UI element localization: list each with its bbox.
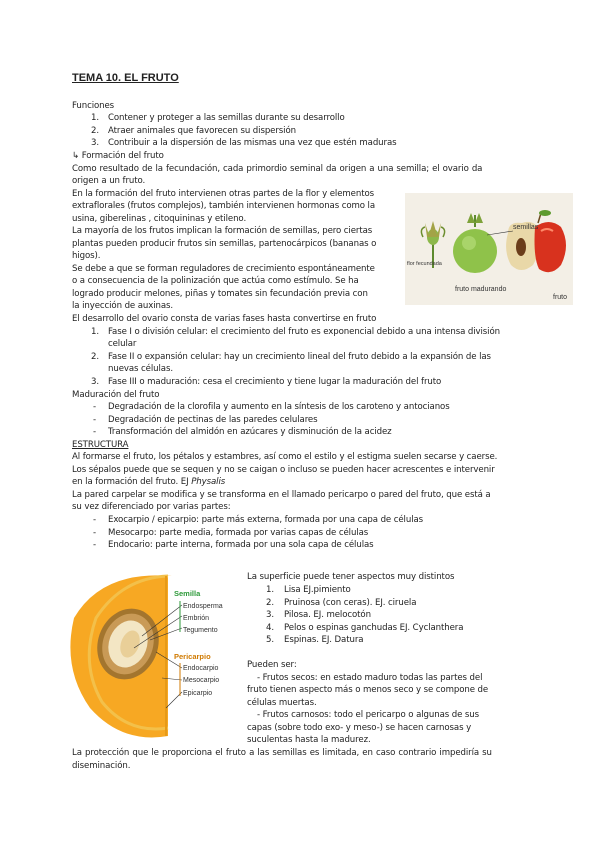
paragraph-line: capas (sobre todo exo- y meso-) se hacen carnosas y (247, 723, 472, 733)
paragraph-line: diseminación. (72, 761, 131, 771)
list-number: 3. (91, 377, 99, 387)
estructura-heading: ESTRUCTURA (72, 440, 129, 450)
label-semillas: semillas (513, 224, 539, 231)
peach-section-figure (62, 568, 262, 744)
label-semilla: Semilla (174, 589, 201, 598)
list-item: Transformación del almidón en azúcares y disminución de la acidez (108, 427, 392, 437)
paragraph-line: La mayoría de los frutos implican la formación de semillas, pero ciertas (72, 226, 373, 236)
list-number: 2. (91, 352, 99, 362)
list-item: Mesocarpo: parte media, formada por varias capas de células (108, 528, 369, 538)
paragraph-line: o a consecuencia de la polinización que actúa como estímulo. Se ha (72, 276, 359, 286)
paragraph-line: origen a un fruto. (72, 176, 146, 186)
list-item: Lisa EJ.pimiento (284, 585, 351, 595)
formacion-heading: ↳ Formación del fruto (72, 151, 164, 161)
list-item: Fase I o división celular: el crecimiento del fruto es exponencial debido a una intensa división (108, 327, 500, 337)
dash: - (93, 427, 97, 437)
label-fruto: fruto (553, 294, 568, 301)
paragraph-line: suculentas hasta la madurez. (247, 735, 371, 745)
pueden-heading: Pueden ser: (247, 660, 297, 670)
maduracion-heading: Maduración del fruto (72, 390, 160, 400)
dash: - (93, 528, 97, 538)
label-embrion: Embrión (183, 615, 210, 622)
superficie-heading: La superficie puede tener aspectos muy distintos (247, 572, 455, 582)
paragraph-line: Se debe a que se forman reguladores de crecimiento espontáneamente (72, 264, 375, 274)
list-number: 3. (266, 610, 274, 620)
list-item: Espinas. EJ. Datura (284, 635, 364, 645)
label-mesocarpio: Mesocarpio (183, 677, 220, 684)
list-item: Degradación de pectinas de las paredes celulares (108, 415, 318, 425)
species-name: Physalis (191, 477, 226, 487)
label-endocarpio: Endocarpio (183, 665, 219, 672)
list-number: 1. (91, 327, 99, 337)
dash: - (93, 540, 97, 550)
label-fruto-madurando: fruto madurando (455, 286, 507, 293)
list-number: 1. (266, 585, 274, 595)
paragraph-line: La pared carpelar se modifica y se transforma en el llamado pericarpo o pared del fruto, que está a (72, 490, 491, 500)
label-tegumento: Tegumento (183, 627, 218, 634)
list-number: 2. (91, 126, 99, 136)
dash: - (93, 515, 97, 525)
list-item: Atraer animales que favorecen su dispersión (108, 126, 296, 136)
paragraph-line: células muertas. (247, 698, 317, 708)
list-item: Contribuir a la dispersión de las mismas una vez que estén maduras (108, 138, 397, 148)
list-item-cont: nuevas células. (108, 364, 173, 374)
dash: - (93, 402, 97, 412)
paragraph-line: Como resultado de la fecundación, cada primordio seminal da origen a una semilla; el ovario da (72, 164, 483, 174)
paragraph-line: - Frutos secos: en estado maduro todas las partes del (257, 673, 483, 683)
paragraph-line: higos). (72, 251, 101, 261)
paragraph-line: La protección que le proporciona el fruto a las semillas es limitada, en caso contrario impediría su (72, 748, 492, 758)
page-title: TEMA 10. EL FRUTO (72, 72, 179, 84)
list-item-cont: celular (108, 339, 137, 349)
paragraph-line: extraflorales (frutos complejos), también intervienen hormonas como la (72, 201, 376, 211)
label-endosperma: Endosperma (183, 603, 223, 610)
list-number: 2. (266, 598, 274, 608)
list-number: 3. (91, 138, 99, 148)
list-item: Fase III o maduración: cesa el crecimiento y tiene lugar la maduración del fruto (108, 377, 442, 387)
list-number: 5. (266, 635, 274, 645)
list-item: Pruinosa (con ceras). EJ. ciruela (284, 598, 417, 608)
paragraph-line: logrado producir melones, piñas y tomates sin fecundación previa con (72, 289, 368, 299)
paragraph-line: Al formarse el fruto, los pétalos y estambres, así como el estilo y el estigma suelen secarse y caerse. (72, 452, 498, 462)
paragraph-line: plantas pueden producir frutos sin semillas, partenocárpicos (bananas o (72, 239, 377, 249)
paragraph-line: su vez diferenciado por varias partes: (72, 502, 231, 512)
dash: - (93, 415, 97, 425)
paragraph-line: El desarrollo del ovario consta de varias fases hasta convertirse en fruto (72, 314, 377, 324)
paragraph-line: En la formación del fruto intervienen otras partes de la flor y elementos (72, 189, 375, 199)
label-pericarpio: Pericarpio (174, 652, 211, 661)
paragraph-line: usina, giberelinas , citoquininas y etileno. (72, 214, 247, 224)
list-item: Pelos o espinas ganchudas EJ. Cyclanthera (284, 623, 464, 633)
paragraph-line: en la formación del fruto. EJ Physalis (72, 477, 226, 487)
fruit-development-figure (405, 193, 573, 305)
paragraph-line: fruto tienen aspecto más o menos seco y se compone de (247, 685, 489, 695)
list-item: Exocarpio / epicarpio: parte más externa, formada por una capa de células (108, 515, 424, 525)
list-item: Pilosa. EJ. melocotón (284, 610, 371, 620)
funciones-heading: Funciones (72, 101, 115, 111)
list-item: Contener y proteger a las semillas durante su desarrollo (108, 113, 345, 123)
label-epicarpio: Epicarpio (183, 690, 213, 697)
list-item: Fase II o expansión celular: hay un crecimiento lineal del fruto debido a la expansión de las (108, 352, 491, 362)
paragraph-line: la inyección de auxinas. (72, 301, 174, 311)
list-number: 1. (91, 113, 99, 123)
paragraph-line: - Frutos carnosos: todo el pericarpo o algunas de sus (257, 710, 480, 720)
list-item: Degradación de la clorofila y aumento en la síntesis de los caroteno y antocianos (108, 402, 450, 412)
label-flor-fecundada: flor fecundada (407, 261, 442, 267)
list-item: Endocario: parte interna, formada por una sola capa de células (108, 540, 374, 550)
paragraph-line: Los sépalos puede que se sequen y no se caigan o incluso se pueden hacer acrescentes e intervenir (72, 465, 495, 475)
list-number: 4. (266, 623, 274, 633)
